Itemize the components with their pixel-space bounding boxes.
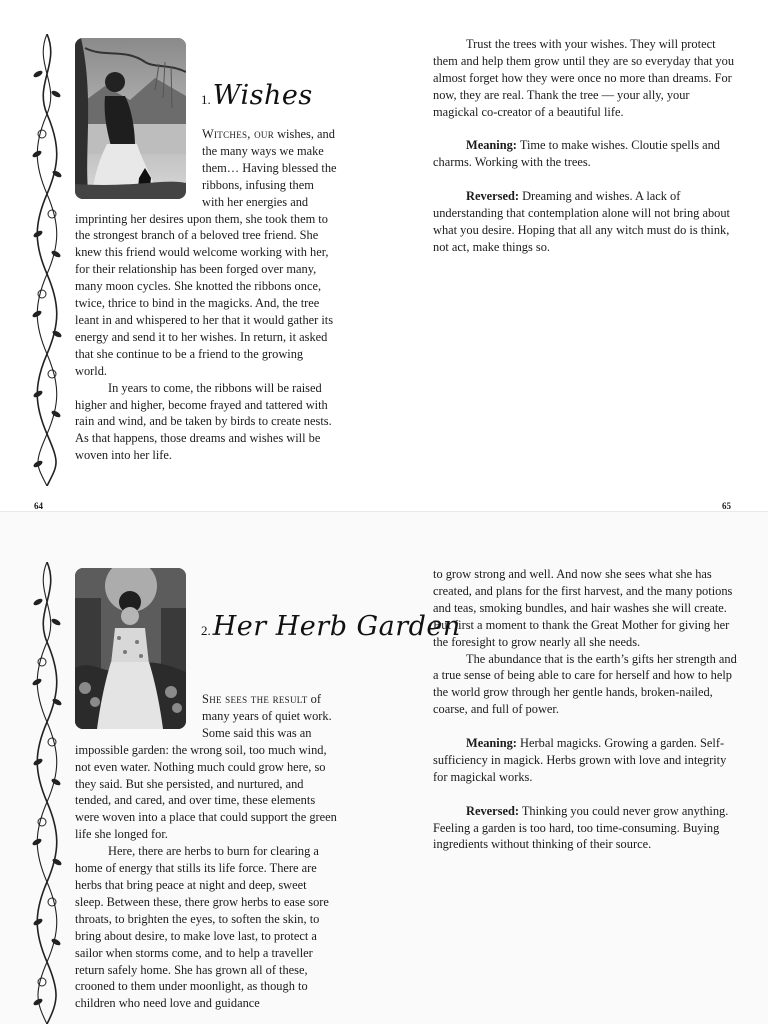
paragraph: Trust the trees with your wishes. They will protect them and help them grow until they are so everyday that you almost forget how they were once no more than dreams. For now, they are real. Thank the tree — your ally, your magickal co-creator of a beautiful life. <box>433 37 735 119</box>
card-title <box>201 610 461 648</box>
paragraph: She sees the result of many years of quiet work. Some said this was an impossible garden: the wrong soil, too much wind, not even water. Nothing much could grow here, so they said. But she persisted, and nurtured, and tended, and cared, and over time, these elements were woven into a place that could support the green life she longed for. <box>75 692 337 842</box>
reversed-paragraph: Reversed: Dreaming and wishes. A lack of understanding that contemplation alone will not bring about what you desire. Hoping that all any witch must do is think, not act, make things so. <box>433 189 730 254</box>
paragraph: Here, there are herbs to burn for clearing a home of energy that stills its life force. There are herbs that bring peace at night and deep, sweet sleep. Between these, there grow herbs to ease sore throats, to brighten the eyes, to soften the skin, to bring about desire, to make love last, to protect a sailor when storms come, and to help a traveller return safely home. She has grown all of these, crooned to them under moonlight, as though to children who need love and guidance <box>75 844 329 1011</box>
card-number: 1. <box>201 92 211 107</box>
meaning-paragraph: Meaning: Herbal magicks. Growing a garden. Self-sufficiency in magick. Herbs grown with love and integrity for magickal works. <box>433 736 727 784</box>
left-page-text <box>75 126 337 464</box>
vine-border-ornament <box>30 562 64 1024</box>
lead-in: She sees the result <box>202 692 308 706</box>
paragraph: The abundance that is the earth’s gifts her strength and a true sense of being able to care for herself and how to help the world grow through her gentle hands, broken-nailed, coarse, and full of power. <box>433 651 737 717</box>
reversed-label: Reversed: <box>466 803 519 818</box>
paragraph: Witches, our wishes, and the many ways we make them… Having blessed the ribbons, infusing them with her energies and imprinting her desires upon them, she took them to the strongest branch of a beloved tree friend. She knew this friend would welcome working with her, for their relationship has been forged over many, many moon cycles. She knotted the ribbons once, twice, thrice to bind in the magicks. And, the tree leant in and whispered to her that it would gather its energy and send it to her wishes. In return, it asked that she continue to be a friend to the growing world. <box>75 127 337 378</box>
meaning-paragraph: Meaning: Time to make wishes. Cloutie spells and charms. Working with the trees. <box>433 138 721 170</box>
left-page-text <box>75 691 337 1012</box>
lead-in: Witches, our <box>202 127 274 141</box>
meaning-label: Meaning: <box>466 736 517 751</box>
right-page-text <box>433 566 738 853</box>
card-name: Wishes <box>212 80 313 111</box>
reversed-paragraph: Reversed: Thinking you could never grow anything. Feeling a garden is too hard, too time-consuming. Buying ingredients without thinking of their source. <box>433 803 729 852</box>
page-number-left: 64 <box>34 501 43 511</box>
spread-her-herb-garden <box>0 512 768 1024</box>
reversed-label: Reversed: <box>466 189 519 204</box>
paragraph: to grow strong and well. And now she sees what she has created, and plans for the first harvest, and the many potions and teas, smoking bundles, and hair washes she will create. But first a moment to thank the Great Mother for giving her the foresight to grow nearly all she needs. <box>433 567 733 649</box>
right-page-text <box>433 36 738 256</box>
card-title <box>201 80 313 111</box>
paragraph: In years to come, the ribbons will be raised higher and higher, become frayed and tattered with rain and wind, and be taken by birds to create nests. As that happens, those dreams and wishes will be woven into her life. <box>75 380 332 463</box>
card-name: Her Herb Garden <box>212 611 461 642</box>
page-number-right: 65 <box>722 501 731 511</box>
vine-border-ornament <box>30 34 64 486</box>
meaning-label: Meaning: <box>466 138 517 153</box>
card-number: 2. <box>201 623 211 638</box>
